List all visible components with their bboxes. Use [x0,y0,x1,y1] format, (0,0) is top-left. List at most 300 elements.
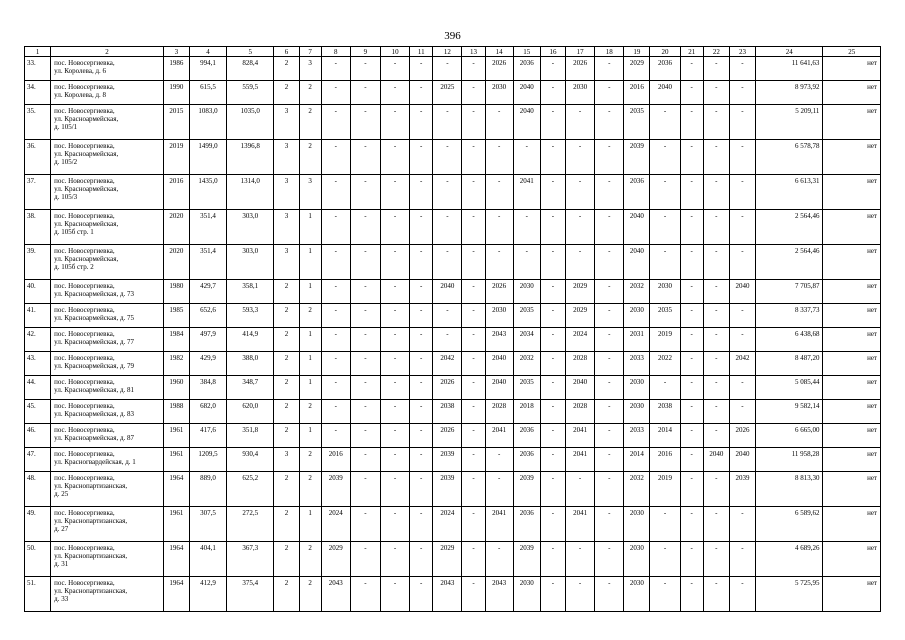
table-cell: 2 [299,304,321,328]
address-cell: пос. Новосергиевка, ул. Красноармейская, д. 87 [51,424,164,448]
page-number: 396 [444,30,461,42]
table-cell: - [703,376,729,400]
table-cell: 652,6 [189,304,226,328]
table-row [25,57,881,81]
table-cell: - [680,304,703,328]
table-cell: - [410,81,433,105]
row-number-cell: 39. [25,245,51,280]
table-row [25,424,881,448]
table-cell: - [680,328,703,352]
table-cell: 1 [299,352,321,376]
table-cell: 351,8 [227,424,274,448]
table-cell: 2026 [729,424,755,448]
column-header-17: 17 [566,47,595,57]
table-cell: 2041 [566,424,595,448]
table-cell: 2040 [433,280,462,304]
table-cell: - [729,577,755,612]
table-cell: 8 813,30 [756,472,823,507]
table-cell: - [703,507,729,542]
row-number-cell: 44. [25,376,51,400]
table-cell: 8 337,73 [756,304,823,328]
row-number-cell: 41. [25,304,51,328]
table-cell: 348,7 [227,376,274,400]
table-cell: 2030 [513,280,540,304]
table-cell: 2030 [624,507,650,542]
column-header-1: 1 [25,47,51,57]
table-cell: - [703,105,729,140]
table-cell: - [485,175,513,210]
table-cell: 2040 [729,448,755,472]
address-cell: пос. Новосергиевка, ул. Красноармейская, д. 105/1 [51,105,164,140]
table-cell: - [350,472,380,507]
table-cell: 6 613,31 [756,175,823,210]
table-cell: - [650,507,680,542]
table-row [25,328,881,352]
table-cell: 8 973,92 [756,81,823,105]
table-row [25,448,881,472]
table-cell: - [595,400,624,424]
table-cell: - [595,81,624,105]
table-cell: - [433,245,462,280]
table-cell: - [462,424,485,448]
table-cell: 2040 [624,210,650,245]
table-cell: 307,5 [189,507,226,542]
table-cell: - [729,542,755,577]
table-cell: 2035 [513,304,540,328]
row-number-cell: 33. [25,57,51,81]
table-row [25,304,881,328]
table-cell: - [321,57,350,81]
table-cell: 2030 [624,376,650,400]
table-cell: - [540,304,565,328]
table-cell: - [433,304,462,328]
table-cell: 2042 [729,352,755,376]
table-cell: - [485,472,513,507]
table-cell: - [321,175,350,210]
table-cell: 2 564,46 [756,245,823,280]
table-cell: - [410,245,433,280]
housing-repair-table [24,46,881,612]
table-cell: 303,0 [227,245,274,280]
table-cell: 2030 [650,280,680,304]
table-cell: 2 [299,472,321,507]
column-header-5: 5 [227,47,274,57]
table-cell: - [321,280,350,304]
table-cell: 3 [274,175,299,210]
table-cell: 2033 [624,352,650,376]
table-cell: 429,7 [189,280,226,304]
table-cell: 2014 [624,448,650,472]
table-cell: - [410,577,433,612]
table-cell: 2030 [624,542,650,577]
table-cell: - [410,140,433,175]
table-cell: 1314,0 [227,175,274,210]
table-cell: - [381,472,410,507]
column-header-11: 11 [410,47,433,57]
table-cell: - [703,140,729,175]
table-cell: - [650,376,680,400]
table-cell: - [729,57,755,81]
row-number-cell: 49. [25,507,51,542]
table-cell: - [680,57,703,81]
table-cell: 351,4 [189,245,226,280]
table-cell: - [703,245,729,280]
column-header-22: 22 [703,47,729,57]
table-cell: 2036 [513,57,540,81]
table-cell: 303,0 [227,210,274,245]
table-cell: 2040 [513,105,540,140]
column-header-8: 8 [321,47,350,57]
column-header-10: 10 [381,47,410,57]
table-row [25,245,881,280]
table-cell: - [540,577,565,612]
table-cell: - [566,472,595,507]
table-cell: - [410,105,433,140]
table-cell: 1 [299,376,321,400]
table-row [25,577,881,612]
table-cell: 2040 [624,245,650,280]
table-cell: - [650,140,680,175]
table-cell: 2018 [513,400,540,424]
table-cell: 1 [299,424,321,448]
table-cell: 2024 [321,507,350,542]
table-cell: - [729,245,755,280]
table-cell: 1960 [163,376,189,400]
table-cell: 625,2 [227,472,274,507]
table-cell: 351,4 [189,210,226,245]
table-cell: - [350,140,380,175]
table-cell: 3 [299,57,321,81]
table-cell: - [381,210,410,245]
table-cell: 1 [299,210,321,245]
column-header-15: 15 [513,47,540,57]
table-cell: 3 [274,448,299,472]
table-cell: - [433,328,462,352]
table-row [25,280,881,304]
table-cell: - [595,507,624,542]
table-cell: - [650,175,680,210]
table-row [25,376,881,400]
table-cell: 2016 [163,175,189,210]
address-cell: пос. Новосергиевка, ул. Королева, д. 6 [51,57,164,81]
table-cell: 1985 [163,304,189,328]
address-cell: пос. Новосергиевка, ул. Королева, д. 8 [51,81,164,105]
table-cell: 5 085,44 [756,376,823,400]
table-cell: - [680,376,703,400]
table-cell: 2 [299,81,321,105]
table-cell: - [462,280,485,304]
table-cell: 828,4 [227,57,274,81]
table-cell: 1083,0 [189,105,226,140]
table-cell: - [595,304,624,328]
table-cell: нет [823,81,881,105]
table-cell: - [410,376,433,400]
table-cell: - [462,400,485,424]
table-cell: - [462,105,485,140]
table-cell: 2 [274,400,299,424]
table-cell: - [462,352,485,376]
row-number-cell: 51. [25,577,51,612]
row-number-cell: 42. [25,328,51,352]
table-cell: - [350,448,380,472]
table-cell: - [540,400,565,424]
table-cell: - [381,105,410,140]
table-cell: - [410,328,433,352]
table-cell: 2019 [650,472,680,507]
table-cell: 2 [274,328,299,352]
table-cell: - [485,105,513,140]
table-cell: - [350,57,380,81]
table-cell: 2016 [624,81,650,105]
column-header-18: 18 [595,47,624,57]
table-cell: 2043 [433,577,462,612]
table-cell: 2 [299,542,321,577]
address-cell: пос. Новосергиевка, ул. Красноармейская, д. 105/3 [51,175,164,210]
table-cell: 2036 [513,448,540,472]
table-cell: - [650,105,680,140]
table-cell: - [540,81,565,105]
table-cell: 2 [299,448,321,472]
table-cell: - [462,140,485,175]
table-cell: - [462,304,485,328]
column-header-3: 3 [163,47,189,57]
table-cell: - [381,352,410,376]
table-cell: 2043 [485,328,513,352]
table-cell: 1499,0 [189,140,226,175]
table-cell: 2015 [163,105,189,140]
table-cell: 994,1 [189,57,226,81]
row-number-cell: 37. [25,175,51,210]
table-cell: нет [823,400,881,424]
table-cell: 1964 [163,472,189,507]
table-cell: - [729,175,755,210]
table-row [25,175,881,210]
row-number-cell: 43. [25,352,51,376]
table-cell: - [462,507,485,542]
table-cell: - [680,507,703,542]
address-cell: пос. Новосергиевка, ул. Красноармейская, д. 75 [51,304,164,328]
table-cell: 2029 [321,542,350,577]
table-cell: нет [823,542,881,577]
table-cell: 1 [299,245,321,280]
table-cell: 1964 [163,577,189,612]
table-cell: - [595,577,624,612]
table-cell: 2 [274,577,299,612]
table-cell: нет [823,577,881,612]
table-cell: - [566,175,595,210]
table-cell: - [462,376,485,400]
table-cell: 388,0 [227,352,274,376]
table-cell: - [485,210,513,245]
table-cell: нет [823,507,881,542]
address-cell: пос. Новосергиевка, ул. Красноармейская, д. 77 [51,328,164,352]
row-number-cell: 38. [25,210,51,245]
column-header-24: 24 [756,47,823,57]
table-cell: 2026 [485,57,513,81]
table-cell: 404,1 [189,542,226,577]
table-cell: 2040 [566,376,595,400]
table-cell: нет [823,448,881,472]
row-number-cell: 34. [25,81,51,105]
table-cell: 2042 [433,352,462,376]
table-cell: - [321,328,350,352]
table-cell: 2029 [566,280,595,304]
table-cell: 4 689,26 [756,542,823,577]
column-header-4: 4 [189,47,226,57]
table-cell: - [680,81,703,105]
table-cell: - [462,210,485,245]
table-cell: 2038 [650,400,680,424]
table-cell: 2029 [433,542,462,577]
table-cell: - [410,280,433,304]
table-cell: - [680,175,703,210]
table-cell: 2029 [566,304,595,328]
column-header-16: 16 [540,47,565,57]
table-cell: 2036 [624,175,650,210]
table-cell: - [595,57,624,81]
table-cell: 6 438,68 [756,328,823,352]
table-cell: - [540,542,565,577]
column-header-19: 19 [624,47,650,57]
table-cell: 2 [274,542,299,577]
table-cell: 1984 [163,328,189,352]
table-cell: - [410,507,433,542]
address-cell: пос. Новосергиевка, ул. Красноармейская, д. 73 [51,280,164,304]
table-cell: 2032 [624,472,650,507]
table-cell: - [595,376,624,400]
table-cell: 2016 [650,448,680,472]
table-cell: - [350,328,380,352]
table-cell: - [729,81,755,105]
table-row [25,400,881,424]
table-cell: - [381,140,410,175]
table-cell: - [462,577,485,612]
table-cell: нет [823,57,881,81]
table-cell: нет [823,280,881,304]
table-cell: 2039 [513,542,540,577]
table-cell: 2036 [513,424,540,448]
table-cell: нет [823,304,881,328]
table-cell: 2034 [513,328,540,352]
table-cell: 1961 [163,448,189,472]
table-cell: 1982 [163,352,189,376]
table-cell: 2 [299,105,321,140]
table-cell: - [410,175,433,210]
table-cell: - [381,400,410,424]
table-cell: - [680,352,703,376]
table-cell: 1 [299,280,321,304]
table-cell: 2039 [624,140,650,175]
table-cell: - [566,105,595,140]
table-cell: - [462,245,485,280]
address-cell: пос. Новосергиевка, ул. Красноармейская, д. 81 [51,376,164,400]
column-header-2: 2 [51,47,164,57]
table-cell: 2 [274,376,299,400]
row-number-cell: 50. [25,542,51,577]
table-cell: - [381,448,410,472]
table-cell: - [680,472,703,507]
table-cell: - [680,400,703,424]
table-cell: - [729,140,755,175]
table-cell: - [350,352,380,376]
table-cell: - [350,507,380,542]
table-row [25,352,881,376]
table-cell: - [595,140,624,175]
column-header-13: 13 [462,47,485,57]
table-cell: - [680,542,703,577]
table-cell: 1 [299,507,321,542]
table-cell: - [321,304,350,328]
table-cell: 2030 [624,400,650,424]
table-cell: 5 725,95 [756,577,823,612]
column-number-row [25,47,881,57]
table-cell: - [595,472,624,507]
table-cell: - [650,577,680,612]
table-cell: 358,1 [227,280,274,304]
table-cell: - [381,81,410,105]
column-header-6: 6 [274,47,299,57]
table-cell: 593,3 [227,304,274,328]
table-cell: 2 [274,352,299,376]
table-cell: 2024 [433,507,462,542]
table-cell: - [566,210,595,245]
address-cell: пос. Новосергиевка, ул. Красноармейская, д. 83 [51,400,164,424]
table-cell: 367,3 [227,542,274,577]
row-number-cell: 47. [25,448,51,472]
table-cell: 2035 [513,376,540,400]
table-cell: - [462,57,485,81]
address-cell: пос. Новосергиевка, ул. Красноармейская, д. 105/2 [51,140,164,175]
row-number-cell: 45. [25,400,51,424]
table-cell: 2040 [513,81,540,105]
table-cell: - [350,424,380,448]
table-cell: - [321,140,350,175]
table-cell: - [703,577,729,612]
table-cell: - [350,577,380,612]
table-cell: 2 [274,507,299,542]
table-cell: - [595,210,624,245]
table-cell: 2014 [650,424,680,448]
table-cell: 2030 [566,81,595,105]
table-cell: 2028 [566,400,595,424]
address-cell: пос. Новосергиевка, ул. Красноармейская, д. 105б стр. 2 [51,245,164,280]
address-cell: пос. Новосергиевка, ул. Краснопартизанская, д. 31 [51,542,164,577]
table-cell: - [540,507,565,542]
column-header-7: 7 [299,47,321,57]
table-cell: - [566,542,595,577]
table-cell: - [350,245,380,280]
table-cell: - [321,352,350,376]
table-cell: 272,5 [227,507,274,542]
table-cell: 2 [299,140,321,175]
table-cell: - [350,304,380,328]
table-cell: 2040 [729,280,755,304]
table-cell: 11 958,28 [756,448,823,472]
address-cell: пос. Новосергиевка, ул. Краснопартизанская, д. 33 [51,577,164,612]
table-cell: - [540,245,565,280]
table-cell: - [381,304,410,328]
table-cell: - [729,328,755,352]
table-cell: - [410,542,433,577]
table-row [25,507,881,542]
table-cell: - [350,376,380,400]
table-cell: 2 [274,280,299,304]
table-cell: - [321,424,350,448]
table-cell: - [703,352,729,376]
column-header-21: 21 [680,47,703,57]
table-cell: - [540,175,565,210]
table-cell: - [433,175,462,210]
